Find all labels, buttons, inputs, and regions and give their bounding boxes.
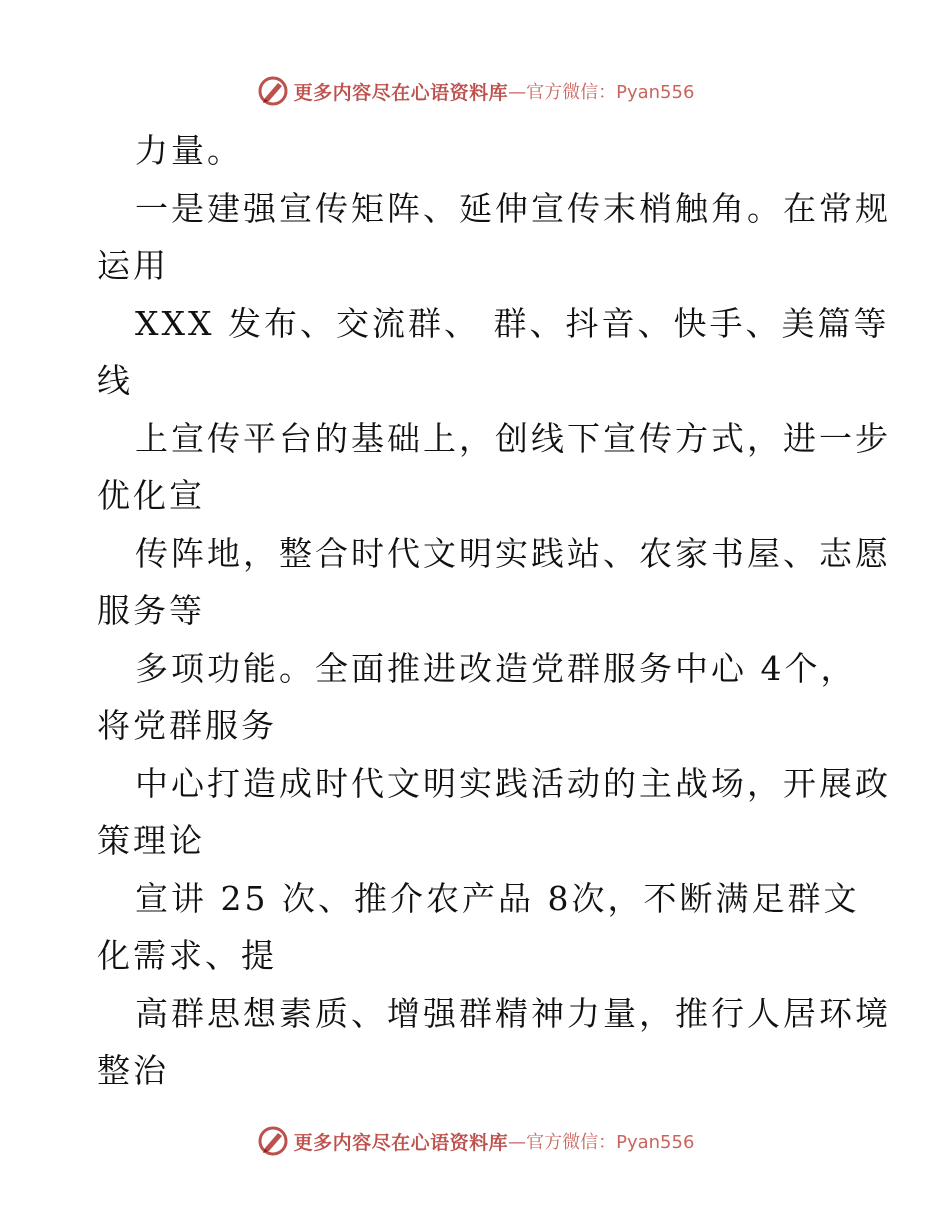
document-body [97,122,891,1100]
body-line: XXX 发布、交流群、 群、抖音、快手、美篇等 [135,303,890,343]
body-line: 力量。 [135,131,243,170]
body-line: 上宣传平台的基础上，创线下宣传方式，进一步 [135,418,891,458]
body-line: 中心打造成时代文明实践活动的主战场，开展政 [135,763,891,803]
body-line: 运用 [97,246,169,285]
watermark-brand-text: 更多内容尽在心语资料库 [293,1131,509,1154]
body-line: 将党群服务 [97,706,277,745]
watermark-contact-text: —官方微信：Pyan556 [508,1132,695,1153]
body-line: 传阵地，整合时代文明实践站、农家书屋、志愿 [135,533,891,573]
body-line: 化需求、提 [97,936,277,975]
body-line: 高群思想素质、增强群精神力量，推行人居环境 [135,993,891,1033]
header-watermark [0,71,950,111]
body-line: 整治 [97,1051,169,1090]
body-line: 一是建强宣传矩阵、延伸宣传末梢触角。在常规 [135,188,891,228]
watermark-contact-text: —官方微信：Pyan556 [508,82,695,103]
body-line: 优化宣 [97,476,205,515]
body-line: 多项功能。全面推进改造党群服务中心 4个， [135,648,857,688]
body-line: 宣讲 25 次、推介农产品 8次，不断满足群文 [135,878,860,918]
pen-circle-logo-icon [256,1124,290,1158]
footer-watermark [0,1121,950,1161]
body-line: 服务等 [97,591,205,630]
body-line: 线 [97,361,133,400]
pen-circle-logo-icon [256,74,290,108]
body-line: 策理论 [97,821,205,860]
watermark-brand-text: 更多内容尽在心语资料库 [293,81,509,104]
